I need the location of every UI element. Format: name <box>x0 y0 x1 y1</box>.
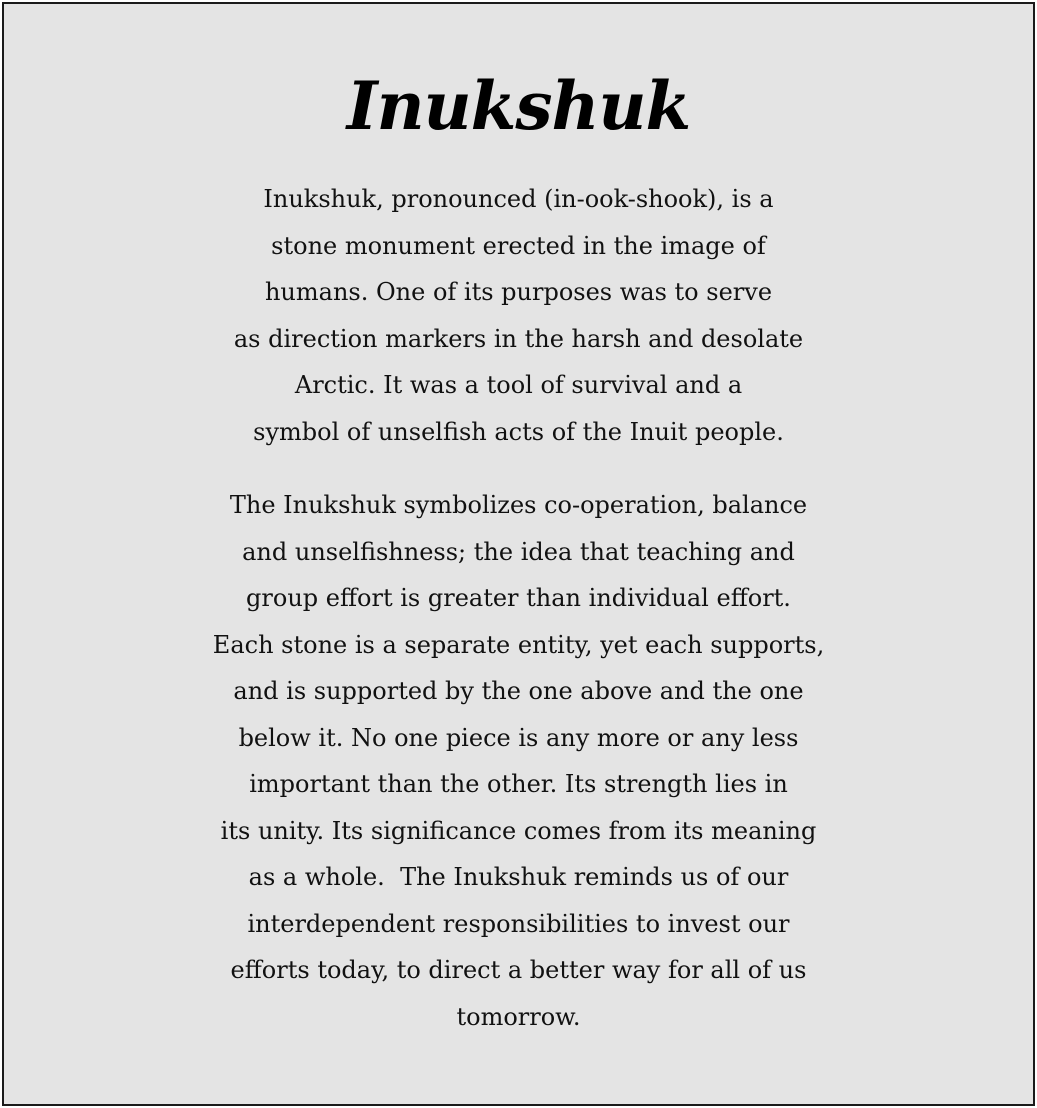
paragraph-line: and unselfishness; the idea that teaching and <box>242 537 795 566</box>
paragraph-line: symbol of unselfish acts of the Inuit people. <box>253 417 784 446</box>
paragraph-line: The Inukshuk symbolizes co-operation, balance <box>229 491 808 519</box>
paragraph-line: stone monument erected in the image of <box>271 231 766 260</box>
paragraph-line: and is supported by the one above and the one <box>233 677 804 705</box>
paragraph-line: Each stone is a separate entity, yet each supports, <box>212 630 825 659</box>
paragraph-line: Inukshuk, pronounced (in-ook-shook), is a <box>263 185 774 213</box>
inukshuk-card <box>2 2 1035 1106</box>
paragraph-line: interdependent responsibilities to invest our <box>247 909 790 938</box>
paragraph-line: humans. One of its purposes was to serve <box>264 278 773 306</box>
paragraph-line: tomorrow. <box>456 1002 581 1031</box>
paragraph-line: as a whole. The Inukshuk reminds us of our <box>248 863 789 891</box>
paragraph-line: Arctic. It was a tool of survival and a <box>294 371 743 399</box>
paragraph-line: important than the other. Its strength lies in <box>249 770 788 798</box>
paragraph-line: as direction markers in the harsh and desolate <box>233 324 804 353</box>
paragraph-line: its unity. Its significance comes from its meaning <box>220 816 817 845</box>
paragraph-line: efforts today, to direct a better way for all of us <box>230 956 807 984</box>
symbolism-paragraph <box>4 482 1033 1040</box>
page-title: Inukshuk <box>346 67 691 145</box>
paragraph-line: below it. No one piece is any more or any less <box>238 723 799 752</box>
intro-paragraph <box>4 176 1033 455</box>
paragraph-line: group effort is greater than individual effort. <box>246 584 791 612</box>
